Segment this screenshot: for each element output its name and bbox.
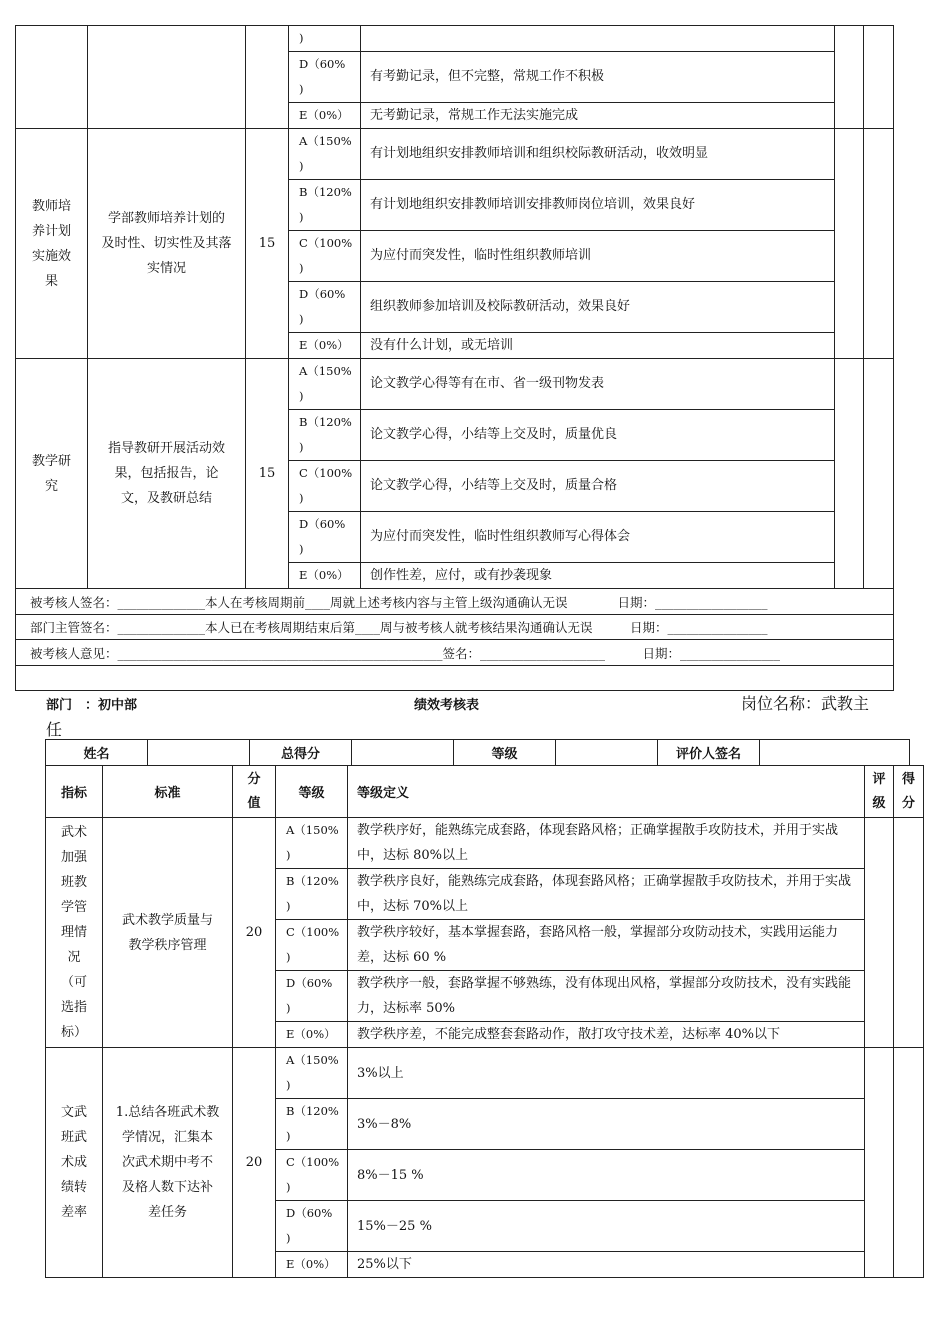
score-wushu: 20 — [233, 818, 276, 1048]
points-cell — [894, 818, 924, 1048]
score-training: 15 — [246, 129, 289, 359]
total-score-field[interactable] — [352, 740, 454, 766]
level-cell-e: E（0%） — [276, 1022, 348, 1048]
definition-cell-c: 8%－15 % — [348, 1150, 865, 1201]
rating-cell — [835, 26, 864, 129]
standard-research: 指导教研开展活动效 果，包括报告，论 文，及教研总结 — [88, 359, 246, 589]
level-cell-d: D（60% ) — [276, 971, 348, 1022]
level-cell-c: C（100% ) — [289, 231, 361, 282]
rating-cell — [865, 818, 894, 1048]
definition-cell-b: 论文教学心得，小结等上交及时，质量优良 — [361, 410, 835, 461]
appraisee-signature-line[interactable]: 被考核人签名：______________本人在考核周期前____周就上述考核内容与主管上级沟通确认无误 日期：__________________ — [16, 589, 894, 615]
definition-cell-a: 教学秩序好，能熟练完成套路，体现套路风格；正确掌握散手攻防技术，并用于实战中，达标 80%以上 — [348, 818, 865, 869]
definition-cell-d: 15%－25 % — [348, 1201, 865, 1252]
rating-cell — [835, 359, 864, 589]
definition-cell-d: 为应付而突发性，临时性组织教师写心得体会 — [361, 512, 835, 563]
indicator-cell-empty — [16, 26, 88, 129]
standard-training: 学部教师培养计划的 及时性、切实性及其落 实情况 — [88, 129, 246, 359]
level-cell-e: E（0%） — [276, 1252, 348, 1278]
header-rating: 评 级 — [865, 766, 894, 818]
header-indicator: 指标 — [46, 766, 103, 818]
definition-cell-e: 无考勤记录，常规工作无法实施完成 — [361, 103, 835, 129]
name-label: 姓名 — [46, 740, 148, 766]
appraisal-table-continued — [15, 25, 894, 691]
definition-cell-a: 论文教学心得等有在市、省一级刊物发表 — [361, 359, 835, 410]
rating-cell — [835, 129, 864, 359]
definition-cell-e: 没有什么计划，或无培训 — [361, 333, 835, 359]
standard-cell-empty — [88, 26, 246, 129]
summary-table — [45, 739, 910, 766]
header-level: 等级 — [276, 766, 348, 818]
header-definition: 等级定义 — [348, 766, 865, 818]
header-standard: 标准 — [103, 766, 233, 818]
level-cell-e: E（0%） — [289, 103, 361, 129]
level-cell-d: D（60% ) — [289, 512, 361, 563]
total-score-label: 总得分 — [250, 740, 352, 766]
points-cell — [894, 1048, 924, 1278]
definition-cell-d: 有考勤记录，但不完整，常规工作不积极 — [361, 52, 835, 103]
level-cell-a: A（150% ) — [276, 1048, 348, 1099]
appraisee-opinion-line[interactable]: 被考核人意见：____________________________________________________签名：____________________ 日期：________________ — [16, 640, 894, 666]
blank-row — [16, 666, 894, 691]
level-cell-e: E（0%） — [289, 563, 361, 589]
level-cell: ) — [289, 26, 361, 52]
supervisor-signature-line[interactable]: 部门主管签名：______________本人已在考核周期结束后第____周与被考核人就考核结果沟通确认无误 日期：________________ — [16, 615, 894, 640]
evaluator-signature-field[interactable] — [760, 740, 910, 766]
header-score: 分 值 — [233, 766, 276, 818]
score-conversion: 20 — [233, 1048, 276, 1278]
indicator-training: 教师培 养计划 实施效 果 — [16, 129, 88, 359]
definition-cell-e: 教学秩序差，不能完成整套套路动作，散打攻守技术差，达标率 40%以下 — [348, 1022, 865, 1048]
standard-wushu: 武术教学质量与 教学秩序管理 — [103, 818, 233, 1048]
points-cell — [864, 26, 894, 129]
definition-cell-c: 教学秩序较好，基本掌握套路，套路风格一般，掌握部分攻防动技术，实践用运能力差，达标 60 % — [348, 920, 865, 971]
form-title: 绩效考核表 — [414, 698, 480, 713]
definition-cell-d: 教学秩序一般，套路掌握不够熟练，没有体现出风格，掌握部分攻防技术，没有实践能力，达标率 50% — [348, 971, 865, 1022]
department-label: 部门 ：初中部 — [46, 698, 138, 713]
level-cell-b: B（120% ) — [276, 1099, 348, 1150]
definition-cell-b: 3%－8% — [348, 1099, 865, 1150]
indicator-wushu: 武术 加强 班教 学管 理情 况 （可 选指 标） — [46, 818, 103, 1048]
score-cell-empty — [246, 26, 289, 129]
definition-cell-a: 3%以上 — [348, 1048, 865, 1099]
score-research: 15 — [246, 359, 289, 589]
evaluator-signature-label: 评价人签名 — [658, 740, 760, 766]
definition-cell-e: 25%以下 — [348, 1252, 865, 1278]
position-label: 岗位名称：武教主 — [741, 694, 870, 713]
definition-cell — [361, 26, 835, 52]
level-cell-d: D（60% ) — [289, 52, 361, 103]
points-cell — [864, 359, 894, 589]
points-cell — [864, 129, 894, 359]
standard-conversion: 1.总结各班武术教 学情况，汇集本 次武术期中考不 及格人数下达补 差任务 — [103, 1048, 233, 1278]
grade-label: 等级 — [454, 740, 556, 766]
level-cell-d: D（60% ) — [289, 282, 361, 333]
indicator-conversion: 文武 班武 术成 绩转 差率 — [46, 1048, 103, 1278]
definition-cell-c: 论文教学心得，小结等上交及时，质量合格 — [361, 461, 835, 512]
position-label-cont: 任 — [46, 720, 63, 739]
level-cell-c: C（100% ) — [276, 1150, 348, 1201]
header-points: 得 分 — [894, 766, 924, 818]
level-cell-a: A（150% ) — [289, 129, 361, 180]
level-cell-b: B（120% ) — [289, 180, 361, 231]
level-cell-c: C（100% ) — [289, 461, 361, 512]
name-field[interactable] — [148, 740, 250, 766]
level-cell-b: B（120% ) — [289, 410, 361, 461]
indicator-research: 教学研 究 — [16, 359, 88, 589]
level-cell-c: C（100% ) — [276, 920, 348, 971]
level-cell-d: D（60% ) — [276, 1201, 348, 1252]
grade-field[interactable] — [556, 740, 658, 766]
level-cell-a: A（150% ) — [276, 818, 348, 869]
definition-cell-b: 有计划地组织安排教师培训安排教师岗位培训，效果良好 — [361, 180, 835, 231]
appraisal-table-wushu — [45, 765, 924, 1278]
rating-cell — [865, 1048, 894, 1278]
definition-cell-d: 组织教师参加培训及校际教研活动，效果良好 — [361, 282, 835, 333]
definition-cell-b: 教学秩序良好，能熟练完成套路，体现套路风格；正确掌握散手攻防技术，并用于实战中，达标 70%以上 — [348, 869, 865, 920]
definition-cell-e: 创作性差，应付，或有抄袭现象 — [361, 563, 835, 589]
level-cell-b: B（120% ) — [276, 869, 348, 920]
definition-cell-c: 为应付而突发性，临时性组织教师培训 — [361, 231, 835, 282]
definition-cell-a: 有计划地组织安排教师培训和组织校际教研活动，收效明显 — [361, 129, 835, 180]
level-cell-e: E（0%） — [289, 333, 361, 359]
level-cell-a: A（150% ) — [289, 359, 361, 410]
